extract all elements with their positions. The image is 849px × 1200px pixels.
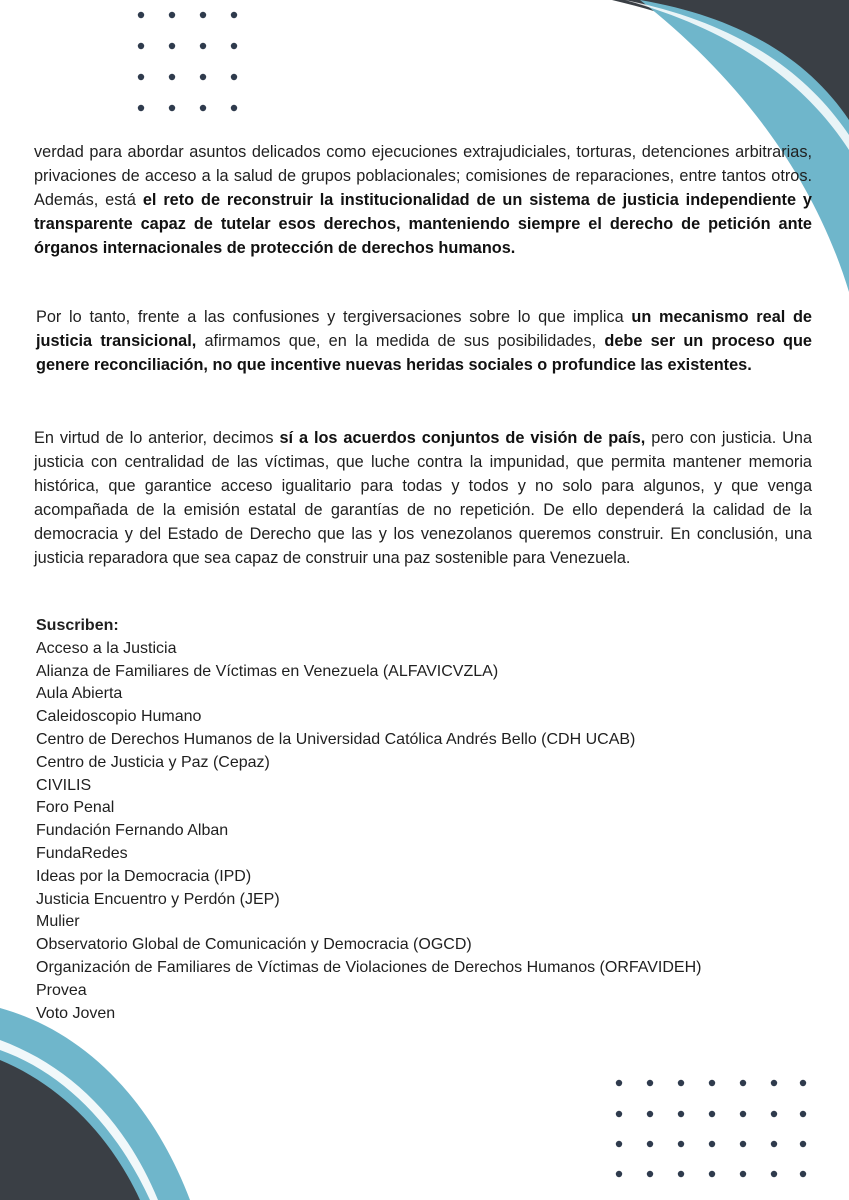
signatory-item: Centro de Derechos Humanos de la Universidad Católica Andrés Bello (CDH UCAB) [36, 730, 636, 748]
signatory-item: Foro Penal [36, 799, 115, 817]
signatory-item: Centro de Justicia y Paz (Cepaz) [36, 753, 270, 771]
paragraph-reconciliation [36, 305, 812, 377]
signatories-list [36, 638, 796, 1026]
paragraph-1-text: verdad para abordar asuntos delicados como ejecuciones extrajudiciales, torturas, detenciones arbitrarias, privaciones de acceso a la salud de grupos poblacionales; comisiones de reparaciones, entre tantos otros. Además, está [34, 143, 812, 209]
paragraph-conclusion [34, 426, 812, 570]
paragraph-2-emphasis-a: un mecanismo real de justicia transicional, [36, 308, 812, 350]
signatory-item: Justicia Encuentro y Perdón (JEP) [36, 890, 280, 908]
paragraph-2-emphasis-b: debe ser un proceso que genere reconciliación, no que incentive nuevas heridas sociales o profundice las existentes. [36, 332, 812, 374]
bottom-dot-grid [609, 1073, 809, 1185]
paragraph-3-text-a: En virtud de lo anterior, decimos [34, 429, 280, 447]
signatory-item: Fundación Fernando Alban [36, 822, 229, 840]
signatory-item: FundaRedes [36, 844, 128, 862]
signatory-item: Acceso a la Justicia [36, 639, 177, 657]
signatory-item: Mulier [36, 913, 80, 931]
signatory-item: CIVILIS [36, 776, 92, 794]
paragraph-2-text-a: Por lo tanto, frente a las confusiones y tergiversaciones sobre lo que implica [36, 308, 632, 326]
signatory-item: Provea [36, 981, 87, 999]
signatory-item: Voto Joven [36, 1004, 116, 1022]
top-dot-grid [131, 5, 243, 115]
signatory-item: Organización de Familiares de Víctimas de Violaciones de Derechos Humanos (ORFAVIDEH) [36, 958, 702, 976]
signatories-heading: Suscriben: [36, 617, 119, 634]
signatories-section [36, 615, 796, 1025]
paragraph-3-emphasis: sí a los acuerdos conjuntos de visión de país, [279, 429, 646, 447]
paragraph-3-text-b: pero con justicia. Una justicia con centralidad de las víctimas, que luche contra la impunidad, que permita mantener memoria histórica, que garantice acceso igualitario para todas y todos y no solo para algunos, y que venga acompañada de la emisión estatal de garantías de no repetición. De ello dependerá la calidad de la democracia y del Estado de Derecho que las y los venezolanos queremos construir. En conclusión, una justicia reparadora que sea capaz de construir una paz sostenible para Venezuela. [34, 429, 812, 567]
signatory-item: Ideas por la Democracia (IPD) [36, 867, 252, 885]
signatory-item: Observatorio Global de Comunicación y Democracia (OGCD) [36, 936, 472, 954]
signatory-item: Caleidoscopio Humano [36, 708, 202, 726]
paragraph-2-text-b: afirmamos que, en la medida de sus posibilidades, [196, 332, 605, 350]
paragraph-transitional-justice-challenges [34, 140, 812, 260]
paragraph-1-emphasis: el reto de reconstruir la institucionalidad de un sistema de justicia independiente y transparente capaz de tutelar esos derechos, manteniendo siempre el derecho de petición ante órganos internacionales de protección de derechos humanos. [34, 191, 812, 257]
signatory-item: Alianza de Familiares de Víctimas en Venezuela (ALFAVICVZLA) [36, 662, 499, 680]
signatory-item: Aula Abierta [36, 685, 123, 703]
